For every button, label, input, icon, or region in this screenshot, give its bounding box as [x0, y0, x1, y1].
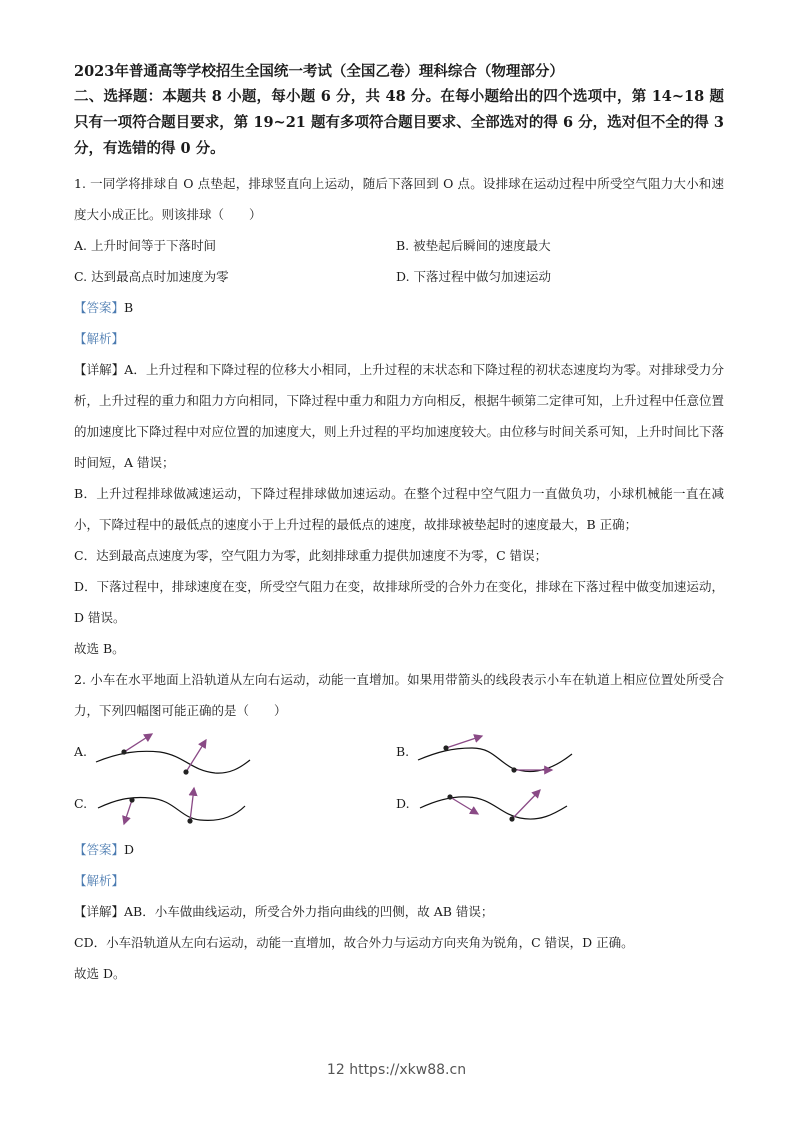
detail-b: B．上升过程排球做减速运动，下降过程排球做加速运动。在整个过程中空气阻力一直做负功，小球机械能一直在减小，下降过程中的最低点的速度小于上升过程的最低点的速度，故排球被垫起时的速度最大，B 正确；: [74, 486, 724, 532]
detail-cd: CD．小车沿轨道从左向右运动，动能一直增加，故合外力与运动方向夹角为锐角，C 错误，D 正确。: [74, 935, 634, 950]
track-with-force-arrows-diagram: [90, 782, 270, 834]
exam-page: [74, 62, 724, 989]
diagram-a: A.: [74, 730, 396, 782]
answer-line: 【答案】D: [74, 842, 135, 857]
detail-c: C．达到最高点速度为零，空气阻力为零，此刻排球重力提供加速度不为零，C 错误；: [74, 548, 548, 563]
question-stem: 1. 一同学将排球自 O 点垫起，排球竖直向上运动，随后下落回到 O 点。设排球在运动过程中所受空气阻力大小和速度大小成正比。则该排球（ ）: [74, 176, 724, 222]
exam-title: 2023年普通高等学校招生全国统一考试（全国乙卷）理科综合（物理部分）: [74, 63, 564, 80]
analysis-tag: 【解析】: [74, 331, 125, 346]
conclusion: 故选 D。: [74, 966, 126, 981]
options: [74, 230, 724, 292]
diagram-b: B.: [396, 730, 718, 782]
question-stem: 2. 小车在水平地面上沿轨道从左向右运动，动能一直增加。如果用带箭头的线段表示小车在轨道上相应位置处所受合力，下列四幅图可能正确的是（ ）: [74, 672, 724, 718]
diagram-options: [74, 730, 724, 834]
track-with-force-arrows-diagram: [412, 782, 592, 834]
track-with-force-arrows-diagram: [412, 730, 592, 782]
track-with-force-arrows-diagram: [90, 730, 270, 782]
footer-url: https://xkw88.cn: [349, 1062, 467, 1078]
page-footer: [0, 1062, 793, 1078]
diagram-c: C.: [74, 782, 396, 834]
section-heading: 二、选择题：本题共 8 小题，每小题 6 分，共 48 分。在每小题给出的四个选项中，第 14~18 题只有一项符合题目要求，第 19~21 题有多项符合题目要求、全部选对的得 6 分，选对但不全的得 3 分，有选错的得 0 分。: [74, 88, 724, 157]
option-c: C. 达到最高点时加速度为零: [74, 269, 229, 284]
detail-a: 【详解】A．上升过程和下降过程的位移大小相同，上升过程的末状态和下降过程的初状态速度均为零。对排球受力分析，上升过程的重力和阻力方向相同，下降过程中重力和阻力方向相反，根据牛顿第二定律可知，上升过程中任意位置的加速度比下降过程中对应位置的加速度大，则上升过程的平均加速度较大。由位移与时间关系可知，上升时间比下落时间短，A 错误；: [74, 362, 725, 470]
page-number: 12: [326, 1062, 345, 1078]
question-2: [74, 664, 724, 989]
detail-ab: 【详解】AB．小车做曲线运动，所受合外力指向曲线的凹侧，故 AB 错误；: [74, 904, 494, 919]
analysis-tag: 【解析】: [74, 873, 125, 888]
option-d: D. 下落过程中做匀加速运动: [396, 269, 552, 284]
conclusion: 故选 B。: [74, 641, 125, 656]
answer-line: 【答案】B: [74, 300, 134, 315]
option-b: B. 被垫起后瞬间的速度最大: [396, 238, 551, 253]
option-a: A. 上升时间等于下落时间: [74, 238, 217, 253]
diagram-d: D.: [396, 782, 718, 834]
detail-d: D．下落过程中，排球速度在变，所受空气阻力在变，故排球所受的合外力在变化，排球在下落过程中做变加速运动，D 错误。: [74, 579, 724, 625]
question-1: [74, 168, 724, 664]
